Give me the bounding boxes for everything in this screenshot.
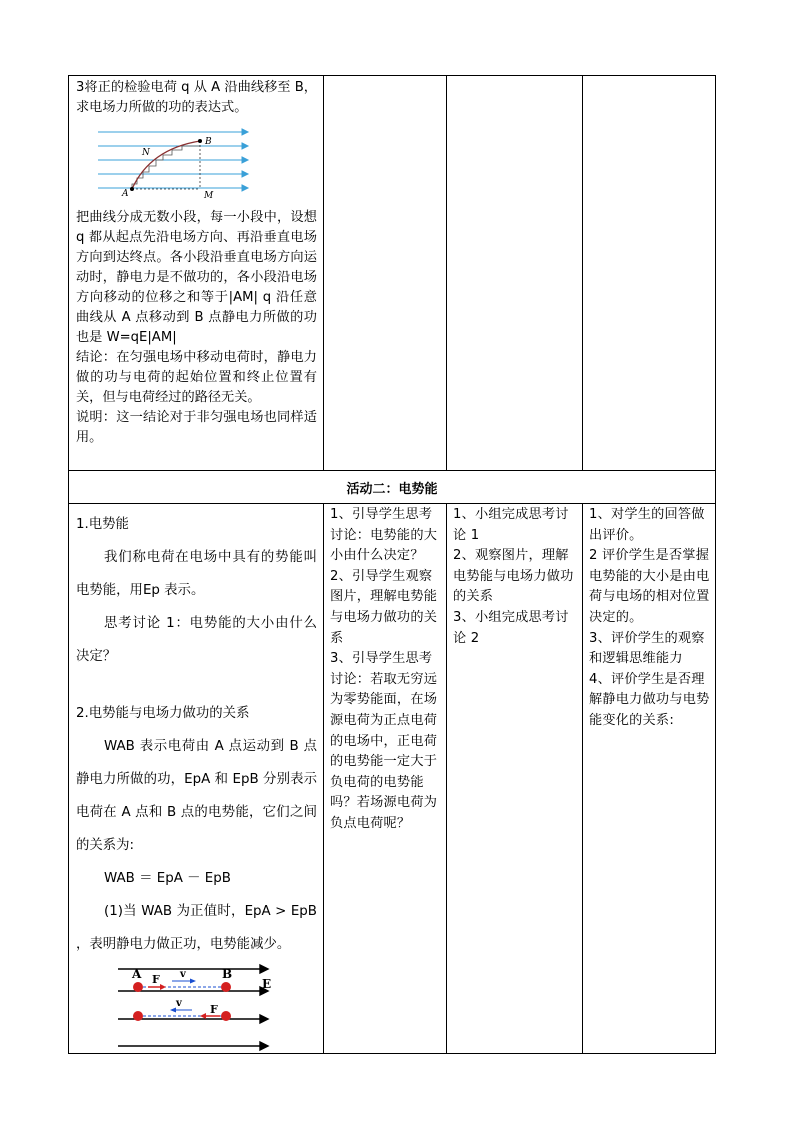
definition-text: 我们称电荷在电场中具有的势能叫电势能，用Ep 表示。 bbox=[76, 550, 317, 598]
heading-potential-energy: 1.电势能 bbox=[76, 517, 129, 532]
teacher-cell-empty bbox=[324, 76, 447, 471]
question-text: 3将正的检验电荷 q 从 A 沿曲线移至 B，求电场力所做的功的表达式。 bbox=[76, 80, 317, 115]
label-b: B bbox=[205, 137, 212, 147]
row-potential-energy bbox=[69, 504, 716, 1054]
charge-motion-figure bbox=[110, 963, 290, 1053]
fig2-label-f2: F bbox=[210, 1003, 218, 1016]
content-cell bbox=[69, 76, 324, 471]
fig2-label-v1: v bbox=[180, 969, 186, 980]
activity-title: 活动二：电势能 bbox=[69, 471, 716, 504]
teacher-activity-text: 1、引导学生思考讨论：电势能的大小由什么决定？ 2、引导学生观察图片，理解电势能与电场力做功的关系 3、引导学生思考讨论：若取无穷远为零势能面，在场源电荷为正点电荷的电场中，正电荷的电势能一定大于负电荷的电势能吗？若场源电荷为负点电荷呢？ bbox=[330, 507, 438, 831]
field-curve-figure bbox=[90, 124, 250, 204]
lesson-plan-table bbox=[68, 75, 715, 1054]
label-n: N bbox=[142, 148, 150, 158]
student-activity-text: 1、小组完成思考讨论 1 2、观察图片，理解电势能与电场力做功的关系 3、小组完成思考讨论 2 bbox=[453, 507, 574, 646]
fig2-label-b: B bbox=[222, 967, 233, 981]
discussion-1-text: 思考讨论 1：电势能的大小由什么决定？ bbox=[76, 616, 317, 664]
explanation-text: 把曲线分成无数小段，每一小段中，设想 q 都从起点先沿电场方向、再沿垂直电场方向到达终点。各小段沿垂直电场方向运动时，静电力是不做功的，各小段沿电场方向移动的位移之和等于|AM| q 沿任意曲线从 A 点移动到 B 点静电力所做的功也是 W=qE|AM| bbox=[76, 210, 317, 345]
conclusion-text: 结论：在匀强电场中移动电荷时，静电力做的功与电荷的起始位置和终止位置有关，但与电荷经过的路径无关。 bbox=[76, 350, 317, 405]
relation-text: WAB 表示电荷由 A 点运动到 B 点静电力所做的功，EpA 和 EpB 分别表示电荷在 A 点和 B 点的电势能，它们之间的关系为: bbox=[76, 739, 317, 853]
fig2-label-v2: v bbox=[176, 998, 182, 1009]
case-1-text: (1)当 WAB 为正值时，EpA > EpB ，表明静电力做正功，电势能减少。 bbox=[76, 904, 317, 952]
label-m: M bbox=[204, 191, 214, 201]
evaluation-text: 1、对学生的回答做出评价。 2 评价学生是否掌握电势能的大小是由电荷与电场的相对位置决定的。 3、评价学生的观察和逻辑思维能力 4、评价学生是否理解静电力做功与电势能变化的关系: bbox=[589, 507, 710, 728]
student-activity-cell bbox=[447, 504, 583, 1054]
teacher-activity-cell bbox=[324, 504, 447, 1054]
content-cell-2 bbox=[69, 504, 324, 1054]
activity-heading-row bbox=[69, 471, 716, 504]
student-cell-empty bbox=[447, 76, 583, 471]
fig2-label-a: A bbox=[132, 967, 142, 981]
fig2-label-e: E bbox=[262, 977, 272, 991]
fig2-label-f1: F bbox=[152, 973, 160, 986]
evaluation-cell-empty bbox=[583, 76, 716, 471]
label-a: A bbox=[122, 189, 129, 199]
heading-relation: 2.电势能与电场力做功的关系 bbox=[76, 706, 250, 721]
row-curve-work bbox=[69, 76, 716, 471]
evaluation-cell bbox=[583, 504, 716, 1054]
note-text: 说明：这一结论对于非匀强电场也同样适用。 bbox=[76, 410, 317, 445]
formula-text: WAB ＝ EpA － EpB bbox=[104, 871, 231, 886]
